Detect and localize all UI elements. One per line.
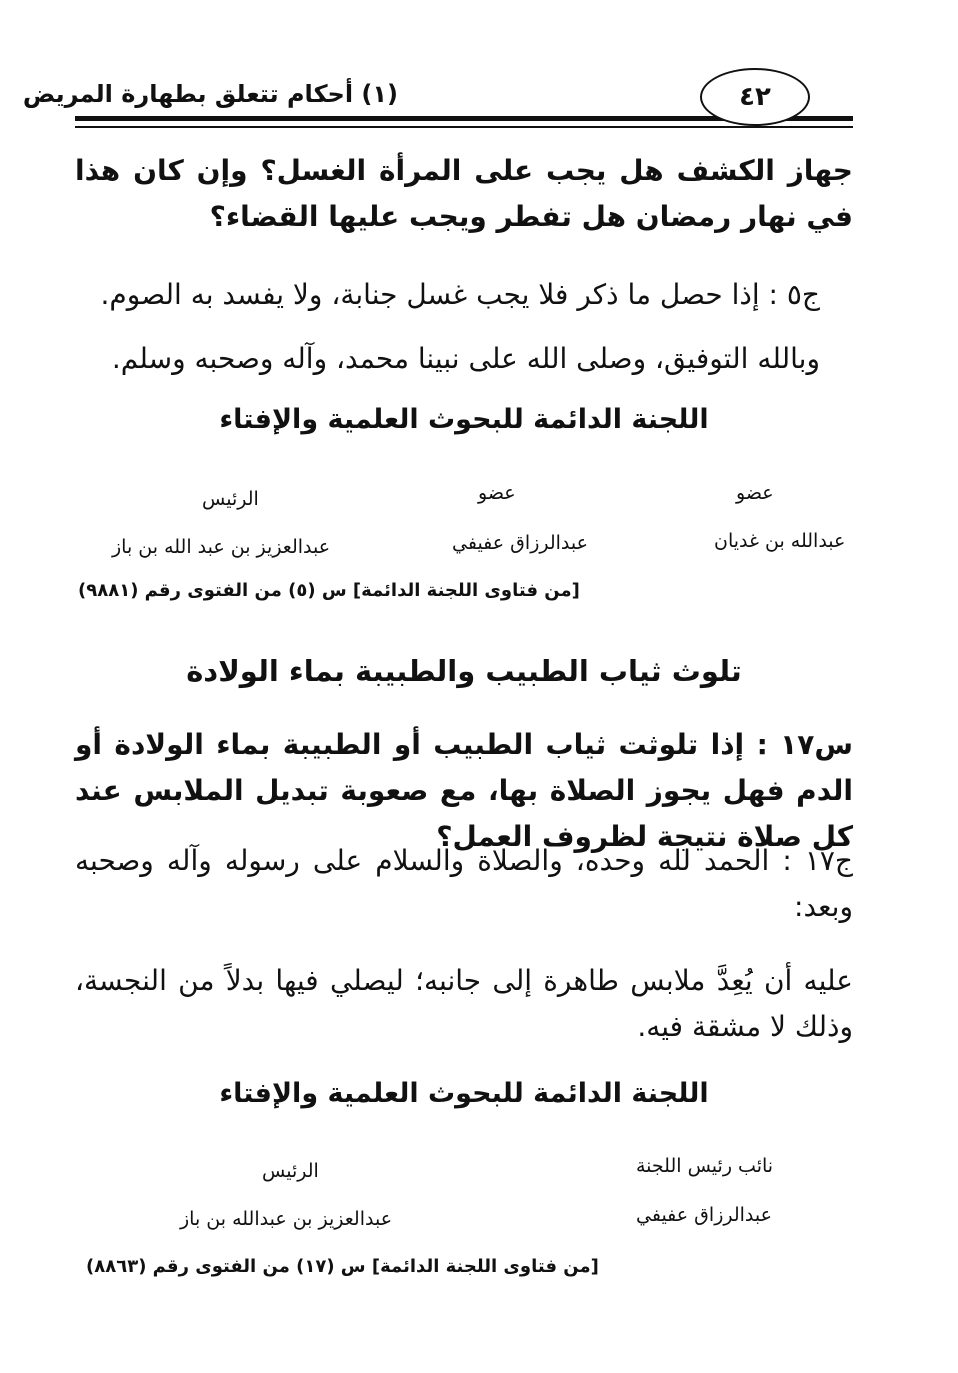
closing-prayer: وبالله التوفيق، وصلى الله على نبينا محمد، وآله وصحبه وسلم. [111,342,820,375]
fatwa-source-1: [من فتاوى اللجنة الدائمة] س (٥) من الفتوى رقم (٩٨٨١) [78,580,580,601]
page-number: ٤٢ [700,68,810,126]
signatory-name: عبدالرزاق عفيفي [452,532,588,554]
committee-title-1: اللجنة الدائمة للبحوث العلمية والإفتاء [219,404,709,435]
signatory-role: الرئيس [202,488,259,510]
answer-5: ج٥ : إذا حصل ما ذكر فلا يجب غسل جنابة، ولا يفسد به الصوم. [100,278,820,311]
signatory-name: عبدالرزاق عفيفي [636,1204,772,1226]
signatory-role: نائب رئيس اللجنة [636,1155,774,1177]
signatory-name: عبدالله بن غديان [714,530,846,552]
signatory-name: عبدالعزيز بن عبد الله بن باز [112,536,331,558]
question-17: س١٧ : إذا تلوثت ثياب الطبيب أو الطبيبة بماء الولادة أو الدم فهل يجوز الصلاة بها، مع صعوبة تبديل الملابس عند كل صلاة نتيجة لظروف العمل؟ [75,728,853,853]
signatory-role: عضو [478,482,516,504]
header-rule-thin [75,126,853,128]
answer-17-intro: ج١٧ : الحمد لله وحده، والصلاة والسلام على رسوله وآله وصحبه وبعد: [75,844,853,923]
fatwa-source-2: [من فتاوى اللجنة الدائمة] س (١٧) من الفتوى رقم (٨٨٦٣) [86,1256,599,1277]
signatory-role: الرئيس [262,1160,319,1182]
answer-17-body: عليه أن يُعِدَّ ملابس طاهرة إلى جانبه؛ ليصلي فيها بدلاً من النجسة، وذلك لا مشقة فيه. [75,964,853,1043]
section-title: تلوث ثياب الطبيب والطبيبة بماء الولادة [186,654,742,688]
committee-title-2: اللجنة الدائمة للبحوث العلمية والإفتاء [219,1078,709,1109]
question-tail: جهاز الكشف هل يجب على المرأة الغسل؟ وإن كان هذا في نهار رمضان هل تفطر ويجب عليها القضاء؟ [75,154,853,233]
signatory-role: عضو [736,482,774,504]
signatory-name: عبدالعزيز بن عبدالله بن باز [180,1208,393,1230]
chapter-title: (١) أحكام تتعلق بطهارة المريض [22,80,398,108]
